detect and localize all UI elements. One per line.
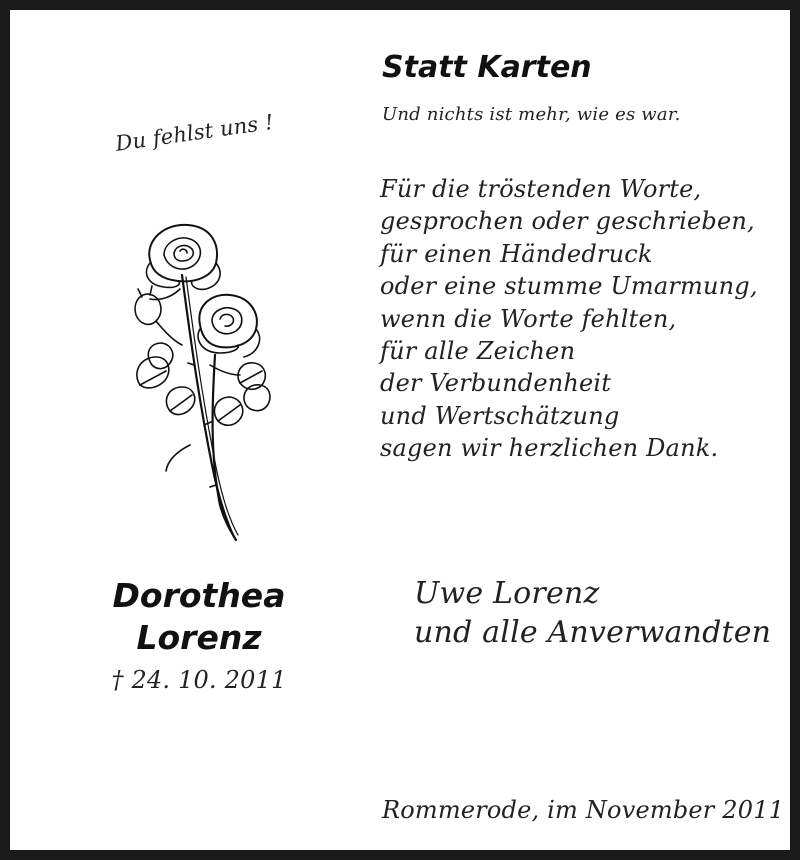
poem-line: gesprochen oder geschrieben, bbox=[380, 207, 755, 236]
death-date: † 24. 10. 2011 bbox=[111, 666, 287, 694]
deceased-last-name: Lorenz bbox=[136, 618, 262, 657]
notice-heading: Statt Karten bbox=[382, 50, 592, 85]
place-and-date: Rommerode, im November 2011 bbox=[382, 796, 785, 824]
poem-line: und Wertschätzung bbox=[380, 401, 620, 430]
signer-relatives: und alle Anverwandten bbox=[414, 615, 772, 650]
poem-line: oder eine stumme Umarmung, bbox=[380, 272, 758, 301]
poem-line: Für die tröstenden Worte, bbox=[380, 175, 702, 203]
handwritten-note: Du fehlst uns ! bbox=[114, 109, 276, 156]
poem-line: sagen wir herzlichen Dank. bbox=[380, 434, 719, 463]
poem-line: für alle Zeichen bbox=[380, 337, 576, 366]
notice-subheading: Und nichts ist mehr, wie es war. bbox=[382, 104, 681, 125]
signer-name: Uwe Lorenz bbox=[414, 576, 600, 611]
deceased-first-name: Dorothea bbox=[112, 576, 286, 615]
poem-line: wenn die Worte fehlten, bbox=[380, 304, 677, 333]
thank-you-poem bbox=[380, 173, 758, 465]
rose-illustration bbox=[120, 215, 280, 550]
poem-line: für einen Händedruck bbox=[380, 239, 653, 268]
poem-line: der Verbundenheit bbox=[380, 369, 612, 398]
